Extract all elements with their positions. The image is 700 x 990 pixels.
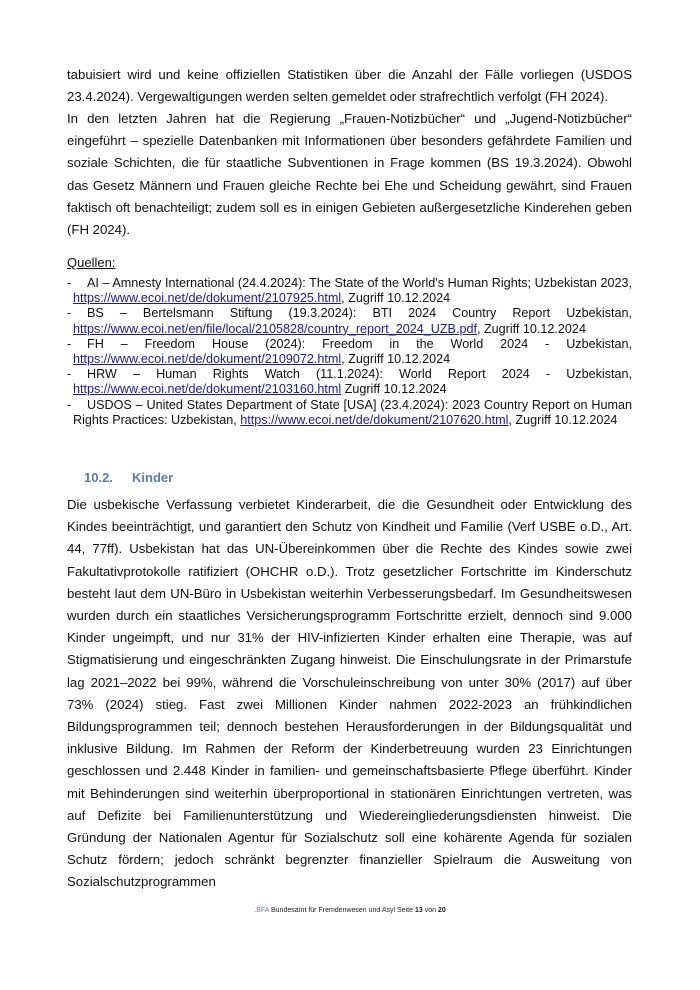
- sources-heading: Quellen:: [67, 255, 116, 270]
- source-text: FH – Freedom House (2024): Freedom in the World 2024 - Uzbekistan,: [87, 336, 632, 351]
- bfa-logo: .BFA: [254, 907, 270, 914]
- source-link[interactable]: https://www.ecoi.net/de/dokument/2107620.html: [240, 412, 509, 427]
- source-link[interactable]: https://www.ecoi.net/en/file/local/2105828/country_report_2024_UZB.pdf: [73, 321, 477, 336]
- list-dash: -: [67, 276, 72, 290]
- footer-org: Bundesamt für Fremdenwesen und Asyl Seite: [269, 907, 415, 914]
- source-item: [67, 367, 632, 397]
- source-text: BS – Bertelsmann Stiftung (19.3.2024): BTI 2024 Country Report Uzbekistan,: [87, 306, 632, 321]
- list-dash: -: [67, 397, 72, 412]
- footer-of: von: [422, 907, 438, 914]
- section-title: Kinder: [132, 470, 174, 485]
- source-text: AI – Amnesty International (24.4.2024): The State of the World's Human Rights; Uzbekistan 2023,: [87, 276, 632, 290]
- source-access: , Zugriff 10.12.2024: [341, 352, 451, 367]
- source-access: , Zugriff 10.12.2024: [508, 412, 618, 427]
- source-access: , Zugriff 10.12.2024: [341, 291, 451, 306]
- source-text: HRW – Human Rights Watch (11.1.2024): World Report 2024 - Uzbekistan,: [87, 367, 632, 382]
- paragraph-children: Die usbekische Verfassung verbietet Kinderarbeit, die die Gesundheit oder Entwicklung des Kindes beeinträchtigt, und garantiert den Schutz von Kindheit und Familie (Verf USBE o.D., Art. 44, 77ff). Usbekistan hat das UN-Übereinkommen über die Rechte des Kindes sowie zwei Fakultativprotokolle ratifiziert (OHCHR o.D.). Trotz gesetzlicher Fortschritte im Kinderschutz besteht laut dem UN-Büro in Usbekistan weiterhin Verbesserungsbedarf. Im Gesundheitswesen wurden durch ein staatliches Versicherungsprogramm Fortschritte erzielt, dennoch sind 9.000 Kinder ungeimpft, und nur 31% der HIV-infizierten Kinder erhalten eine Therapie, was auf Stigmatisierung und eingeschränkten Zugang hinweist. Die Einschulungsrate in der Primarstufe lag 2021–2022 bei 99%, während die Vorschuleinschreibung von unter 30% (2017) auf über 73% (2024) stieg. Fast zwei Millionen Kinder nahmen 2022-2023 an frühkindlichen Bildungsprogrammen teil; dennoch bestehen Herausforderungen in der Bildungsqualität und inklusive Bildung. Im Rahmen der Reform der Kinderbetreuung wurden 23 Einrichtungen geschlossen und 2.448 Kinder in familien- und gemeinschaftsbasierte Pflege überführt. Kinder mit Behinderungen sind weiterhin überproportional in stationären Einrichtungen vertreten, was auf Defizite bei Familienunterstützung und Wiedereingliederungsdiensten hinweist. Die Gründung der Nationalen Agentur für Sozialschutz soll eine kohärente Agenda für sozialen Schutz fördern; jedoch schränkt begrenzter finanzieller Spielraum die Ausweitung von Sozialschutzprogrammen: [67, 497, 632, 890]
- source-item: [67, 276, 632, 306]
- section-heading: [84, 470, 173, 485]
- list-dash: -: [67, 306, 72, 321]
- source-link[interactable]: https://www.ecoi.net/de/dokument/2107925.html: [73, 291, 342, 306]
- source-access: Zugriff 10.12.2024: [341, 382, 447, 397]
- paragraph-intro: tabuisiert wird und keine offiziellen Statistiken über die Anzahl der Fälle vorliegen (USDOS 23.4.2024). Vergewaltigungen werden selten gemeldet oder strafrechtlich verfolgt (FH 2024).: [67, 67, 632, 105]
- page-number: 13: [414, 907, 423, 914]
- source-item: [67, 306, 632, 336]
- source-item: [67, 398, 632, 428]
- list-dash: -: [67, 367, 72, 382]
- source-link[interactable]: https://www.ecoi.net/de/dokument/2109072.html: [73, 352, 342, 367]
- source-item: [67, 337, 632, 367]
- page-footer: [0, 907, 700, 914]
- sources-list: [67, 276, 632, 428]
- page-total: 20: [437, 907, 446, 914]
- source-access: , Zugriff 10.12.2024: [476, 321, 586, 336]
- source-text: USDOS – United States Department of State [USA] (23.4.2024): 2023 Country Report on Human Rights Practices: Uzbekistan,: [73, 397, 632, 427]
- source-link[interactable]: https://www.ecoi.net/de/dokument/2103160.html: [73, 382, 342, 397]
- section-number: 10.2.: [84, 470, 113, 485]
- list-dash: -: [67, 336, 72, 351]
- paragraph-women: In den letzten Jahren hat die Regierung „Frauen-Notizbücher“ und „Jugend-Notizbücher“ eingeführt – spezielle Datenbanken mit Informationen über besonders gefährdete Familien und soziale Schichten, die für staatliche Subventionen in Frage kommen (BS 19.3.2024). Obwohl das Gesetz Männern und Frauen gleiche Rechte bei Ehe und Scheidung gewährt, sind Frauen faktisch oft benachteiligt; zudem soll es in einigen Gebieten außergesetzliche Kinderehen geben (FH 2024).: [67, 111, 632, 238]
